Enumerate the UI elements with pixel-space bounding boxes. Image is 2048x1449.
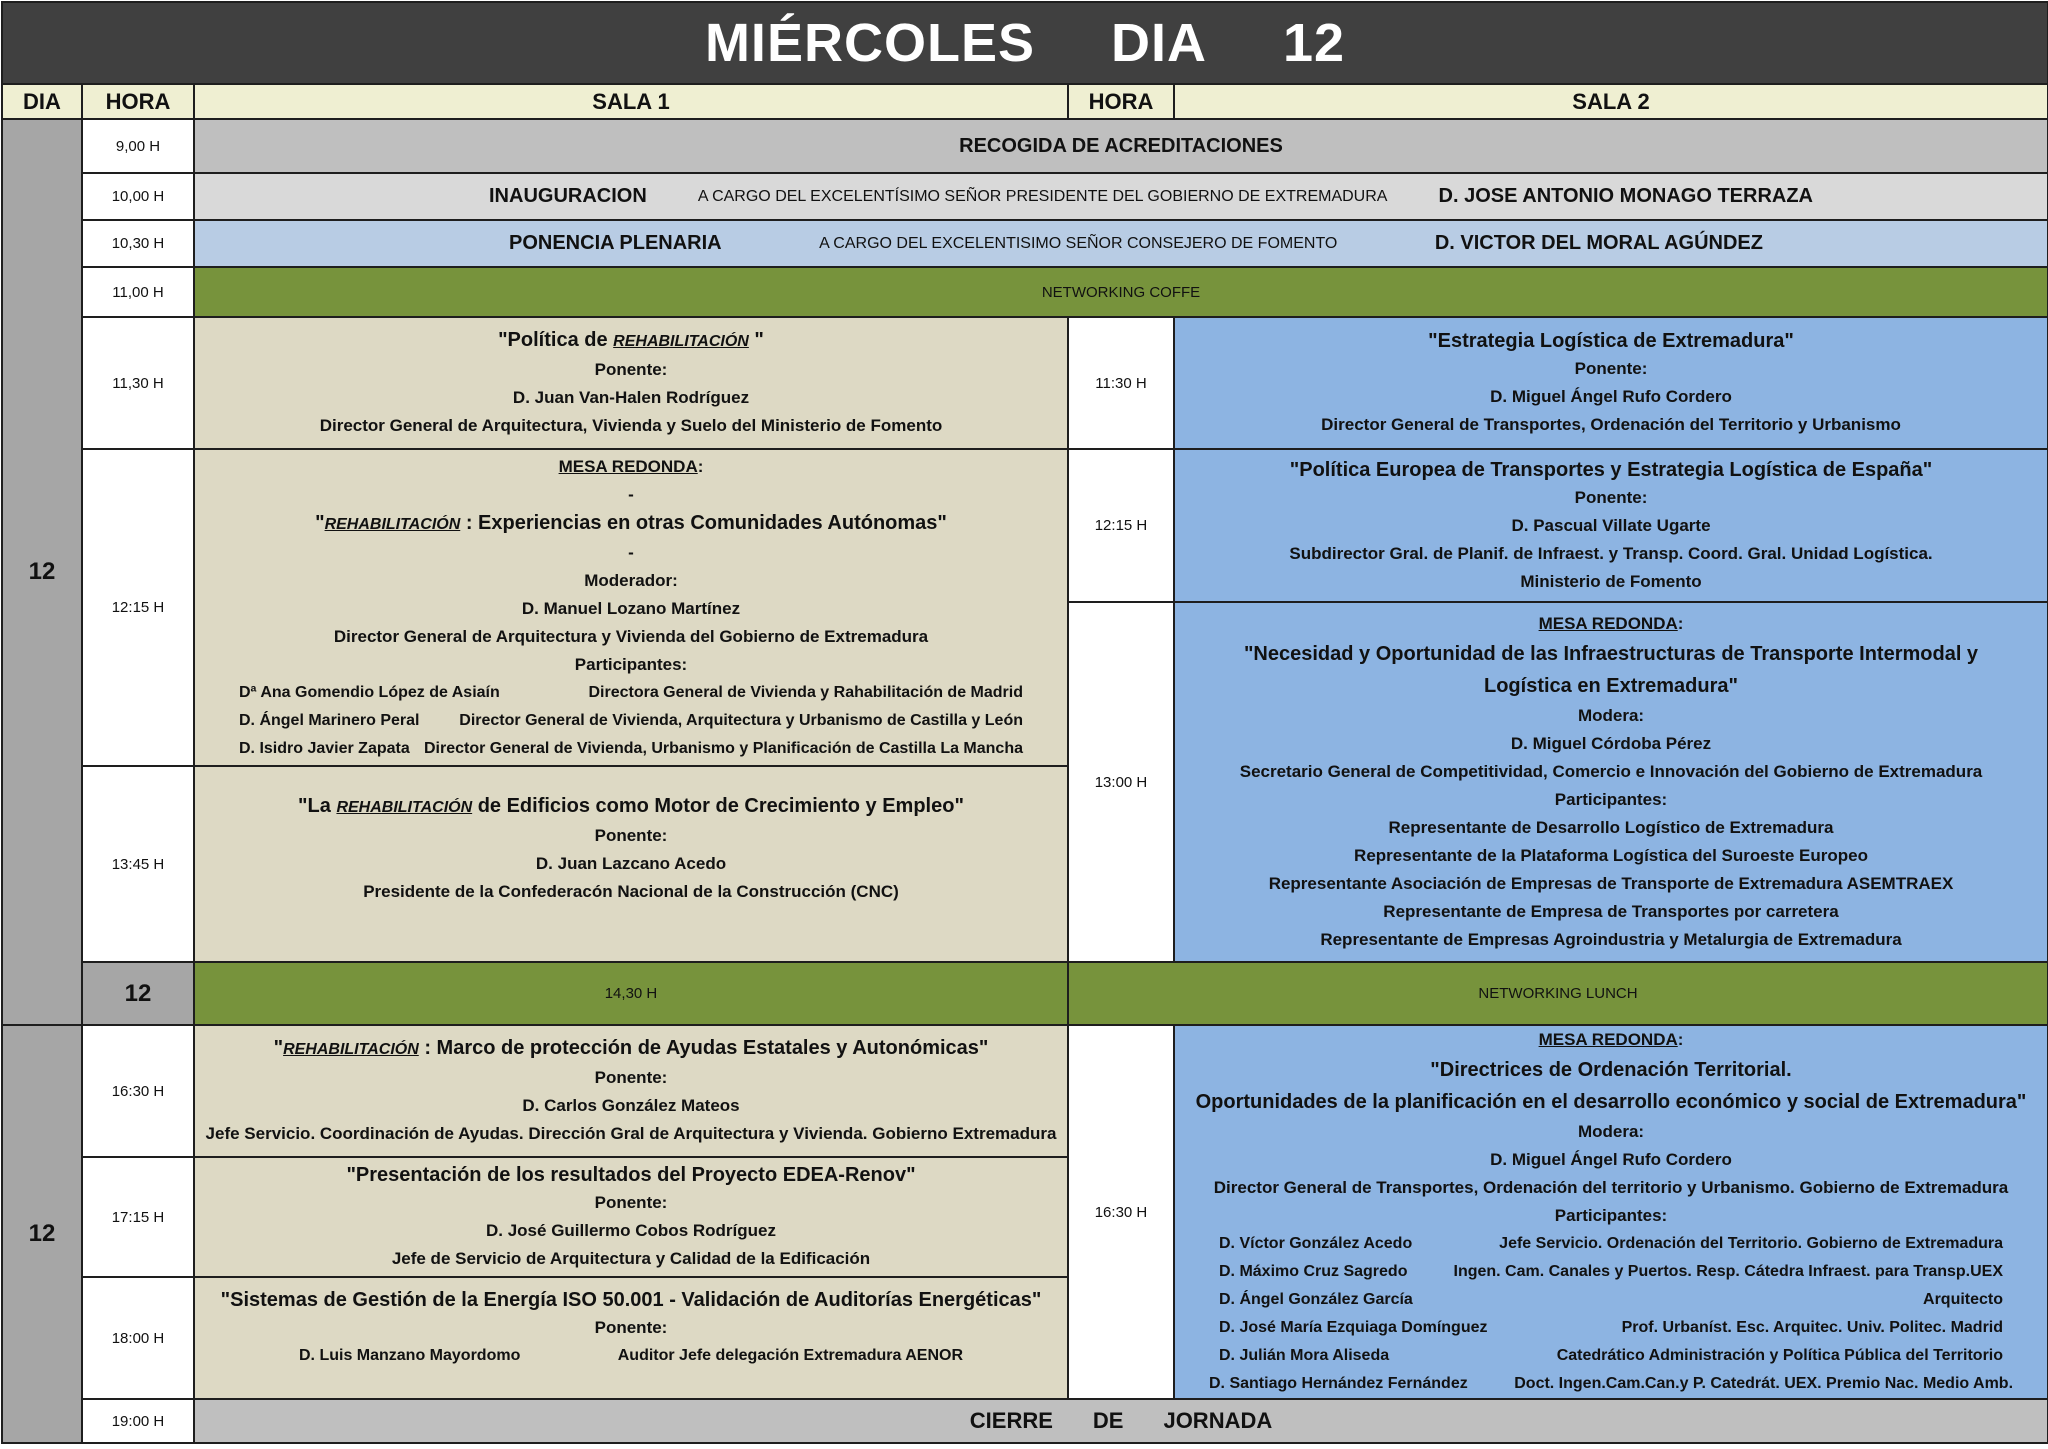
plenary-speaker: D. VICTOR DEL MORAL AGÚNDEZ: [1434, 232, 1763, 254]
keyword-rehabilitacion: REHABILITACIÓN: [283, 1041, 419, 1059]
time-cell: 10,00 H: [82, 173, 194, 220]
header-dia: DIA: [2, 84, 82, 119]
speaker-role: Jefe Servicio. Coordinación de Ayudas. Dirección Gral de Arquitectura y Vivienda. Gobierno Extremadura: [205, 1124, 1057, 1144]
participant: Representante de la Plataforma Logística del Suroeste Europeo: [1354, 846, 1868, 865]
moderator-role: Director General de Transportes, Ordenación del territorio y Urbanismo. Gobierno de Extremadura: [1213, 1178, 2009, 1197]
session-title: "Estrategia Logística de Extremadura": [1428, 330, 1794, 352]
time-cell: 17:15 H: [82, 1157, 194, 1277]
participant: Representante de Empresas Agroindustria y Metalurgia de Extremadura: [1320, 930, 1902, 949]
speaker-role: Presidente de la Confederacón Nacional de la Construcción (CNC): [363, 882, 899, 901]
moderator-role: Secretario General de Competitividad, Comercio e Innovación del Gobierno de Extremadura: [1239, 762, 1983, 781]
plenary-row: [194, 220, 2048, 267]
participant-row: D. José María Ezquiaga Domínguez Prof. Urbaníst. Esc. Arquitec. Univ. Politec. Madrid: [1219, 1319, 2004, 1336]
time-cell: 10,30 H: [82, 220, 194, 267]
keyword-rehabilitacion: REHABILITACIÓN: [613, 333, 749, 350]
speaker-name: D. Juan Van-Halen Rodríguez: [512, 388, 750, 407]
mesa-redonda-label: MESA REDONDA: [558, 456, 698, 476]
sala2-session-1215: "Política Europea de Transportes y Estrategia Logística de España" Ponente: D. Pascual Villate Ugarte Subdirector Gral. de Planif. de Infraest. y Transp. Coord. Gral. Unidad Logística. Ministerio de Fomento: [1174, 449, 2048, 602]
sala1-session-1800: "Sistemas de Gestión de la Energía ISO 50.001 - Validación de Auditorías Energéticas" Ponente: D. Luis Manzano Mayordomo Auditor Jefe delegación Extremadura AENOR: [194, 1277, 1068, 1399]
participant-row: D. Víctor González Acedo Jefe Servicio. Ordenación del Territorio. Gobierno de Extremadura: [1219, 1235, 2004, 1252]
speaker-role: Director General de Transportes, Ordenación del Territorio y Urbanismo: [1321, 415, 1901, 434]
table-row: [2, 317, 2048, 449]
participant-row: D. Ángel González García Arquitecto: [1219, 1291, 2004, 1308]
time-cell: 16:30 H: [1068, 1025, 1174, 1399]
title-number: 12: [1282, 13, 1346, 73]
participant-row: D. Máximo Cruz Sagredo Ingen. Cam. Canales y Puertos. Resp. Cátedra Infraest. para Transp.UEX: [1219, 1263, 2004, 1280]
session-title: "Sistemas de Gestión de la Energía ISO 50.001 - Validación de Auditorías Energéticas": [220, 1289, 1042, 1312]
participant: Representante de Desarrollo Logístico de Extremadura: [1388, 818, 1834, 837]
moderator-name: D. Miguel Ángel Rufo Cordero: [1490, 1150, 1732, 1169]
participant-row: D. Isidro Javier Zapata Director General de Vivienda, Urbanismo y Planificación de Castilla La Mancha: [239, 739, 1023, 757]
mesa-redonda-label: MESA REDONDA: [1538, 1030, 1678, 1049]
sala1-session-1345: "La REHABILITACIÓN de Edificios como Motor de Crecimiento y Empleo" Ponente: D. Juan Lazcano Acedo Presidente de la Confederacón Nacional de la Construcción (CNC): [194, 766, 1068, 962]
speaker-row: [199, 1342, 1063, 1370]
participant: Representante de Empresa de Transportes por carretera: [1383, 902, 1839, 921]
table-row: [2, 1399, 2048, 1443]
participant-row: Dª Ana Gomendio López de Asiaín Directora General de Vivienda y Rahabilitación de Madrid: [239, 683, 1023, 701]
header-row: [2, 84, 2048, 119]
moderator-role: Director General de Arquitectura y Vivienda del Gobierno de Extremadura: [333, 626, 929, 646]
speaker-role: Jefe de Servicio de Arquitectura y Calidad de la Edificación: [391, 1249, 871, 1269]
day-label: 12: [2, 1025, 82, 1443]
session-title: "Directrices de Ordenación Territorial.: [1430, 1059, 1792, 1081]
session-subtitle: Oportunidades de la planificación en el desarrollo económico y social de Extremadura": [1195, 1091, 2027, 1113]
table-row: [2, 1025, 2048, 1157]
moderator-name: D. Manuel Lozano Martínez: [521, 598, 741, 618]
header-hora: HORA: [82, 84, 194, 119]
session-title: "Necesidad y Oportunidad de las Infraestructuras de Transporte Intermodal y Logística en Extremadura": [1243, 643, 1979, 697]
table-row: [2, 449, 2048, 602]
inauguration-row: [194, 173, 2048, 220]
speaker-role: Auditor Jefe delegación Extremadura AENOR: [617, 1347, 963, 1365]
inauguration-speaker: D. JOSE ANTONIO MONAGO TERRAZA: [1438, 185, 1813, 207]
time-cell: 19:00 H: [82, 1399, 194, 1443]
time-cell: 18:00 H: [82, 1277, 194, 1399]
day-label: 12: [2, 119, 82, 1025]
title-word: DIA: [1110, 13, 1207, 73]
session-title: "Presentación de los resultados del Proyecto EDEA-Renov": [346, 1164, 916, 1187]
keyword-rehabilitacion: REHABILITACIÓN: [324, 515, 461, 533]
time-cell: 12:15 H: [82, 449, 194, 766]
session-title: "Política Europea de Transportes y Estrategia Logística de España": [1289, 458, 1933, 481]
mesa-redonda-label: MESA REDONDA: [1538, 614, 1678, 633]
time-cell: 11,00 H: [82, 267, 194, 317]
participant-row: D. Ángel Marinero Peral Director General de Vivienda, Arquitectura y Urbanismo de Castilla y León: [239, 711, 1023, 729]
sala1-session-1630: "REHABILITACIÓN : Marco de protección de Ayudas Estatales y Autonómicas" Ponente: D. Carlos González Mateos Jefe Servicio. Coordinación de Ayudas. Dirección Gral de Arquitectura y Vivienda. Gobierno Extremadura: [194, 1025, 1068, 1157]
header-sala1: SALA 1: [194, 84, 1068, 119]
accreditation-row: RECOGIDA DE ACREDITACIONES: [194, 119, 2048, 173]
time-cell: 12:15 H: [1068, 449, 1174, 602]
speaker-name: D. Luis Manzano Mayordomo: [299, 1347, 521, 1365]
participant-row: D. Santiago Hernández Fernández Doct. Ingen.Cam.Can.y P. Catedrát. UEX. Premio Nac. Medio Amb.: [1209, 1375, 2014, 1392]
time-cell: 11:30 H: [1068, 317, 1174, 449]
keyword-rehabilitacion: REHABILITACIÓN: [336, 799, 473, 816]
header-sala2: SALA 2: [1174, 84, 2048, 119]
table-row: [2, 267, 2048, 317]
time-cell: 13:00 H: [1068, 602, 1174, 962]
moderator-name: D. Miguel Córdoba Pérez: [1510, 734, 1712, 753]
sala1-session-1715: "Presentación de los resultados del Proyecto EDEA-Renov" Ponente: D. José Guillermo Cobos Rodríguez Jefe de Servicio de Arquitectura y Calidad de la Edificación: [194, 1157, 1068, 1277]
inauguration-desc: A CARGO DEL EXCELENTÍSIMO SEÑOR PRESIDENTE DEL GOBIERNO DE EXTREMADURA: [697, 187, 1388, 205]
plenary-desc: A CARGO DEL EXCELENTISIMO SEÑOR CONSEJERO DE FOMENTO: [819, 234, 1338, 252]
speaker-role: Director General de Arquitectura, Vivienda y Suelo del Ministerio de Fomento: [319, 416, 943, 435]
title-day-name: MIÉRCOLES: [704, 13, 1035, 73]
time-cell: 11,30 H: [82, 317, 194, 449]
table-row: [2, 119, 2048, 173]
sala1-session-1130: "Política de REHABILITACIÓN " Ponente: D. Juan Van-Halen Rodríguez Director General de Arquitectura, Vivienda y Suelo del Ministerio de Fomento: [194, 317, 1068, 449]
sala2-session-1630: MESA REDONDA: "Directrices de Ordenación Territorial. Oportunidades de la planificación en el desarrollo económico y social de Extremadura" Modera: D. Miguel Ángel Rufo Cordero Director General de Transportes, Ordenación del territorio y Urbanismo. Gobierno de Extremadura Participantes: D. Víctor González Acedo Jefe Servicio. Ordenación del Territorio. Gobierno de Extremadura D. Máximo Cruz Sagredo Ingen. Cam. Canales y Puertos. Resp. Cátedra Infraest. para Transp.UEX D. Ángel González García Arquitecto D. José María Ezquiaga Domínguez Prof. Urbaníst. Esc. Arquitec. Univ. Politec. Madrid D. Julián Mora Aliseda Catedrático Administración y Política Pública del Territorio D. Santiago Hernández Fernández Doct. Ingen.Cam.Can.y P. Catedrát. UEX. Premio Nac. Medio Amb.: [1174, 1025, 2048, 1399]
time-cell: 14,30 H: [194, 962, 1068, 1025]
table-row: [2, 173, 2048, 220]
participant: Representante Asociación de Empresas de Transporte de Extremadura ASEMTRAEX: [1268, 874, 1954, 893]
page-title: [2, 2, 2048, 84]
time-cell: 13:45 H: [82, 766, 194, 962]
sala2-session-1130: "Estrategia Logística de Extremadura" Ponente: D. Miguel Ángel Rufo Cordero Director General de Transportes, Ordenación del Territorio y Urbanismo: [1174, 317, 2048, 449]
time-cell: 16:30 H: [82, 1025, 194, 1157]
sala2-session-1300: MESA REDONDA: "Necesidad y Oportunidad de las Infraestructuras de Transporte Intermodal y Logística en Extremadura" Modera: D. Miguel Córdoba Pérez Secretario General de Competitividad, Comercio e Innovación del Gobierno de Extremadura Participantes: Representante de Desarrollo Logístico de Extremadura Representante de la Plataforma Logística del Suroeste Europeo Representante Asociación de Empresas de Transporte de Extremadura ASEMTRAEX Representante de Empresa de Transportes por carretera Representante de Empresas Agroindustria y Metalurgia de Extremadura: [1174, 602, 2048, 962]
speaker-org: Ministerio de Fomento: [1520, 571, 1702, 591]
day-label: 12: [82, 962, 194, 1025]
speaker-name: D. Carlos González Mateos: [522, 1096, 740, 1116]
inauguration-label: INAUGURACION: [489, 185, 647, 207]
speaker-name: D. Pascual Villate Ugarte: [1511, 515, 1711, 535]
plenary-label: PONENCIA PLENARIA: [509, 232, 722, 254]
networking-lunch: NETWORKING LUNCH: [1068, 962, 2048, 1025]
table-row: [2, 962, 2048, 1025]
time-cell: 9,00 H: [82, 119, 194, 173]
speaker-role: Subdirector Gral. de Planif. de Infraest. y Transp. Coord. Gral. Unidad Logística.: [1289, 543, 1933, 563]
table-row: [2, 220, 2048, 267]
schedule-table: [1, 1, 2048, 1444]
speaker-name: D. Juan Lazcano Acedo: [535, 854, 727, 873]
closing-row: CIERRE DE JORNADA: [194, 1399, 2048, 1443]
participant-row: D. Julián Mora Aliseda Catedrático Administración y Política Pública del Territorio: [1219, 1347, 2004, 1364]
sala1-session-1215: MESA REDONDA: - "REHABILITACIÓN : Experiencias en otras Comunidades Autónomas" - Moderador: D. Manuel Lozano Martínez Director General de Arquitectura y Vivienda del Gobierno de Extremadura Participantes: Dª Ana Gomendio López de Asiaín Directora General de Vivienda y Rahabilitación de Madrid D. Ángel Marinero Peral Director General de Vivienda, Arquitectura y Urbanismo de Castilla y León D. Isidro Javier Zapata Director General de Vivienda, Urbanismo y Planificación de Castilla La Mancha: [194, 449, 1068, 766]
networking-coffee: NETWORKING COFFE: [194, 267, 2048, 317]
header-hora2: HORA: [1068, 84, 1174, 119]
speaker-name: D. Miguel Ángel Rufo Cordero: [1490, 387, 1732, 406]
speaker-name: D. José Guillermo Cobos Rodríguez: [486, 1221, 776, 1241]
